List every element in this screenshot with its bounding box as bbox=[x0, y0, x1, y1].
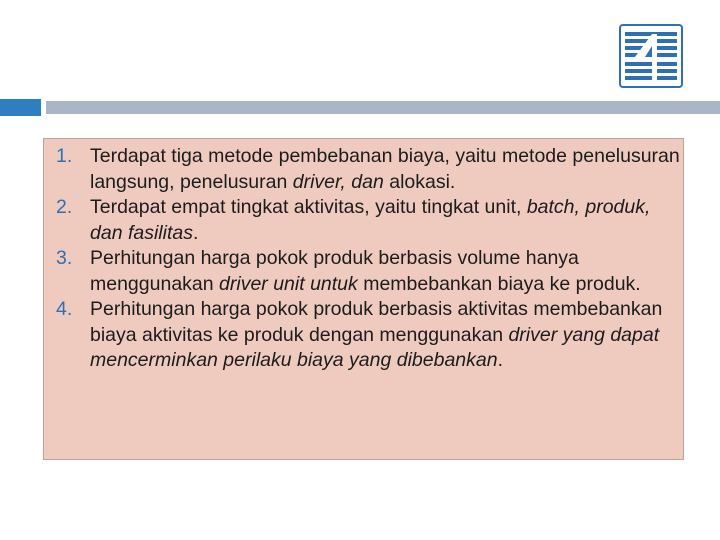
accent-bar bbox=[0, 99, 41, 116]
italic-text-run: batch, produk, dan fasilitas bbox=[90, 196, 651, 244]
list-item bbox=[56, 195, 681, 246]
content-box bbox=[43, 138, 684, 460]
italic-text-run: driver yang dapat mencerminkan perilaku biaya yang dibebankan bbox=[90, 323, 660, 371]
text-run: . bbox=[497, 349, 504, 371]
text-run: Perhitungan harga pokok produk berbasis volume hanya menggunakan bbox=[90, 247, 579, 295]
list-number: 3. bbox=[56, 247, 73, 269]
list-item bbox=[56, 144, 681, 195]
list-number: 4. bbox=[56, 298, 73, 320]
italic-text-run: driver, dan bbox=[292, 170, 384, 193]
framed-4-logo-icon bbox=[619, 24, 683, 88]
text-run: Perhitungan harga pokok produk berbasis aktivitas membebankan biaya aktivitas ke produk dengan menggunakan bbox=[90, 298, 663, 346]
point-list bbox=[56, 144, 681, 374]
text-run: membebankan biaya ke produk. bbox=[357, 272, 641, 295]
list-item bbox=[56, 246, 681, 297]
list-text bbox=[90, 247, 641, 295]
list-text bbox=[90, 298, 662, 371]
header-rule bbox=[46, 101, 720, 114]
text-run: alokasi. bbox=[383, 170, 456, 193]
list-number: 2. bbox=[56, 196, 73, 218]
list-number: 1. bbox=[56, 145, 73, 167]
italic-text-run: driver unit untuk bbox=[219, 272, 358, 295]
text-run: . bbox=[192, 221, 199, 244]
list-text bbox=[90, 145, 680, 193]
list-text bbox=[90, 196, 650, 244]
text-run: Terdapat tiga metode pembebanan biaya, yaitu metode penelusuran langsung, penelusuran bbox=[90, 145, 680, 193]
list-item bbox=[56, 297, 681, 374]
text-run: Terdapat empat tingkat aktivitas, yaitu tingkat unit, bbox=[90, 196, 527, 218]
